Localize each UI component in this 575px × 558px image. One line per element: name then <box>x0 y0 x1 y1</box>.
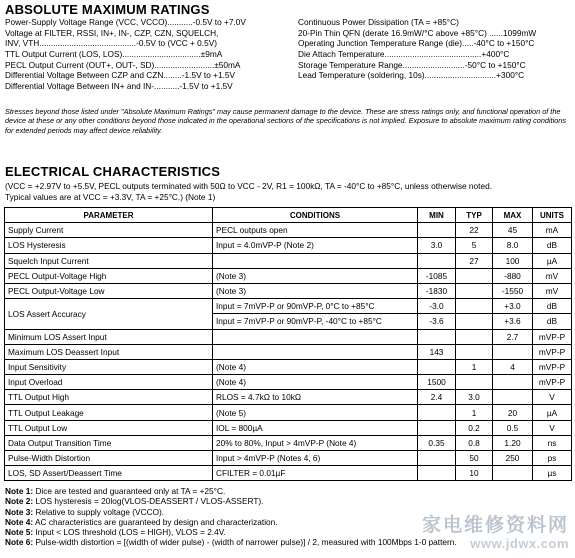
amr-right-line: Die Attach Temperature..........................................+400°C <box>298 49 510 60</box>
conditions-cell: Input = 7mVP-P or 90mVP-P, 0°C to +85°C <box>213 299 418 314</box>
table-row <box>5 299 572 314</box>
parameter-cell: TTL Output Leakage <box>5 405 213 420</box>
typ-cell <box>456 283 493 298</box>
note-label: Note 1: <box>5 486 34 496</box>
typ-cell: 0.8 <box>456 435 493 450</box>
amr-right-column <box>298 17 536 81</box>
conditions-cell: (Note 4) <box>213 359 418 374</box>
typ-cell <box>456 329 493 344</box>
amr-right-line: Continuous Power Dissipation (TA = +85°C) <box>298 17 459 27</box>
amr-left-line: Power-Supply Voltage Range (VCC, VCCO)...........-0.5V to +7.0V <box>5 17 246 27</box>
table-row <box>5 283 572 298</box>
note-line <box>5 496 457 506</box>
typ-cell <box>456 344 493 359</box>
units-cell: dB <box>533 238 572 253</box>
min-cell <box>418 451 456 466</box>
note-text: LOS hysteresis = 20log(VLOS-DEASSERT / VLOS-ASSERT). <box>35 496 264 507</box>
max-cell <box>493 375 533 390</box>
units-cell: dB <box>533 299 572 314</box>
parameter-cell: PECL Output-Voltage Low <box>5 283 213 298</box>
units-cell: mA <box>533 223 572 238</box>
parameter-cell: Input Sensitivity <box>5 359 213 374</box>
note-text: Input < LOS threshold (LOS = HIGH), VLOS = 2.4V. <box>35 527 226 538</box>
max-cell <box>493 390 533 405</box>
col-header-min: MIN <box>418 208 456 223</box>
table-row <box>5 466 572 481</box>
min-cell <box>418 359 456 374</box>
note-label: Note 3: <box>5 506 34 517</box>
parameter-cell: Maximum LOS Deassert Input <box>5 344 213 359</box>
conditions-cell: CFILTER = 0.01µF <box>213 466 418 481</box>
max-cell: 45 <box>493 223 533 238</box>
max-cell <box>493 344 533 359</box>
conditions-cell <box>213 253 418 268</box>
units-cell: mVP-P <box>533 344 572 359</box>
parameter-cell: TTL Output High <box>5 390 213 405</box>
table-row <box>5 268 572 283</box>
note-label: Note 2: <box>5 496 34 507</box>
max-cell: 8.0 <box>493 238 533 253</box>
conditions-cell: Input = 4.0mVP-P (Note 2) <box>213 238 418 253</box>
parameter-cell: Supply Current <box>5 223 213 238</box>
table-row <box>5 420 572 435</box>
note-label: Note 4: <box>5 516 34 527</box>
units-cell: mVP-P <box>533 375 572 390</box>
amr-left-column <box>5 17 246 92</box>
parameter-cell: Minimum LOS Assert Input <box>5 329 213 344</box>
min-cell <box>418 329 456 344</box>
units-cell: V <box>533 390 572 405</box>
conditions-cell: (Note 3) <box>213 283 418 298</box>
conditions-cell: IOL = 800µA <box>213 420 418 435</box>
min-cell: 2.4 <box>418 390 456 405</box>
note-text: Dice are tested and guaranteed only at TA = +25°C. <box>35 486 226 496</box>
note-label: Note 5: <box>5 527 34 538</box>
table-row <box>5 375 572 390</box>
table-row <box>5 223 572 238</box>
max-cell: 4 <box>493 359 533 374</box>
table-row <box>5 238 572 253</box>
typ-cell: 22 <box>456 223 493 238</box>
table-row <box>5 405 572 420</box>
ec-conditions <box>5 181 492 202</box>
parameter-cell: Data Output Transition Time <box>5 435 213 450</box>
note-line <box>5 486 457 496</box>
col-header-typ: TYP <box>456 208 493 223</box>
min-cell: -3.6 <box>418 314 456 329</box>
max-cell: 20 <box>493 405 533 420</box>
parameter-cell: Input Overload <box>5 375 213 390</box>
max-cell <box>493 466 533 481</box>
units-cell: V <box>533 420 572 435</box>
typ-cell <box>456 314 493 329</box>
max-cell: +3.6 <box>493 314 533 329</box>
amr-left-line: Differential Voltage Between IN+ and IN-...........-1.5V to +1.5V <box>5 81 233 92</box>
typ-cell <box>456 299 493 314</box>
stress-disclaimer: Stresses beyond those listed under "Absolute Maximum Ratings" may cause permanent damage to the device. These are stress ratings only, and functional operation of the device at these or any other conditions beyond those indicated in the operational sections of the specifications is not implied. Exposure to absolute maximum rating conditions for extended periods may affect device reliability. <box>5 107 566 135</box>
min-cell <box>418 420 456 435</box>
typ-cell: 27 <box>456 253 493 268</box>
parameter-cell: TTL Output Low <box>5 420 213 435</box>
conditions-cell: Input > 4mVP-P (Notes 4, 6) <box>213 451 418 466</box>
col-header-parameter: PARAMETER <box>5 208 213 223</box>
max-cell: 1.20 <box>493 435 533 450</box>
amr-right-line: Lead Temperature (soldering, 10s)...............................+300°C <box>298 70 525 81</box>
parameter-cell: Squelch Input Current <box>5 253 213 268</box>
parameter-cell: PECL Output-Voltage High <box>5 268 213 283</box>
conditions-cell: (Note 4) <box>213 375 418 390</box>
table-row <box>5 435 572 450</box>
watermark-text: 家电维修资料网 <box>421 515 569 536</box>
typ-cell: 0.2 <box>456 420 493 435</box>
units-cell: µA <box>533 253 572 268</box>
min-cell: 0.35 <box>418 435 456 450</box>
ec-title: ELECTRICAL CHARACTERISTICS <box>5 164 221 179</box>
conditions-cell <box>213 344 418 359</box>
parameter-cell: LOS, SD Assert/Deassert Time <box>5 466 213 481</box>
units-cell: ns <box>533 435 572 450</box>
conditions-cell: (Note 5) <box>213 405 418 420</box>
ec-header-row <box>5 208 572 223</box>
max-cell: +3.0 <box>493 299 533 314</box>
min-cell <box>418 466 456 481</box>
min-cell: -3.0 <box>418 299 456 314</box>
watermark-url: www.jdwx.com <box>470 536 569 551</box>
typ-cell <box>456 375 493 390</box>
note-label: Note 6: <box>5 537 34 548</box>
ec-table-body <box>5 223 572 481</box>
typ-cell: 1 <box>456 359 493 374</box>
table-row <box>5 390 572 405</box>
conditions-cell: (Note 3) <box>213 268 418 283</box>
ec-condition-line: Typical values are at VCC = +3.3V, TA = +25°C.) (Note 1) <box>5 191 216 202</box>
max-cell: 2.7 <box>493 329 533 344</box>
typ-cell: 3.0 <box>456 390 493 405</box>
amr-left-line: Differential Voltage Between CZP and CZN........-1.5V to +1.5V <box>5 70 236 81</box>
note-text: Relative to supply voltage (VCCO). <box>35 506 165 517</box>
conditions-cell <box>213 329 418 344</box>
note-line <box>5 527 457 537</box>
min-cell <box>418 253 456 268</box>
max-cell: -880 <box>493 268 533 283</box>
note-text: Pulse-width distortion = [(width of wider pulse) - (width of narrower pulse)] / 2, measured with 100Mbps 1-0 pattern. <box>35 537 457 548</box>
note-line <box>5 507 457 517</box>
min-cell: 1500 <box>418 375 456 390</box>
amr-right-line: Storage Temperature Range...........................-50°C to +150°C <box>298 59 526 70</box>
typ-cell: 50 <box>456 451 493 466</box>
note-text: AC characteristics are guaranteed by design and characterization. <box>34 516 278 527</box>
conditions-cell: 20% to 80%, Input > 4mVP-P (Note 4) <box>213 435 418 450</box>
ec-table <box>4 207 572 481</box>
min-cell <box>418 223 456 238</box>
table-row <box>5 253 572 268</box>
amr-right-line: Operating Junction Temperature Range (die).....-40°C to +150°C <box>298 38 535 49</box>
table-row <box>5 451 572 466</box>
amr-left-line: TTL Output Current (LOS, LOS)..................................±9mA <box>5 49 223 60</box>
units-cell: mV <box>533 283 572 298</box>
conditions-cell: RLOS = 4.7kΩ to 10kΩ <box>213 390 418 405</box>
units-cell: µs <box>533 466 572 481</box>
typ-cell: 10 <box>456 466 493 481</box>
col-header-conditions: CONDITIONS <box>213 208 418 223</box>
amr-left-line: Voltage at FILTER, RSSI, IN+, IN-, CZP, CZN, SQUELCH, <box>5 27 219 38</box>
typ-cell: 5 <box>456 238 493 253</box>
ec-condition-line: (VCC = +2.97V to +5.5V, PECL outputs terminated with 50Ω to VCC - 2V, R1 = 100kΩ, TA = -40°C to +85°C, unless otherwise noted. <box>5 181 493 191</box>
max-cell: -1550 <box>493 283 533 298</box>
max-cell: 250 <box>493 451 533 466</box>
units-cell: mVP-P <box>533 359 572 374</box>
max-cell: 100 <box>493 253 533 268</box>
note-line <box>5 537 457 547</box>
typ-cell: 1 <box>456 405 493 420</box>
min-cell: -1830 <box>418 283 456 298</box>
amr-left-line: INV, VTH..........................................-0.5V to (VCC + 0.5V) <box>5 38 218 49</box>
table-row <box>5 344 572 359</box>
units-cell: mV <box>533 268 572 283</box>
table-row <box>5 359 572 374</box>
units-cell: ps <box>533 451 572 466</box>
min-cell: 143 <box>418 344 456 359</box>
conditions-cell: Input = 7mVP-P or 90mVP-P, -40°C to +85°C <box>213 314 418 329</box>
typ-cell <box>456 268 493 283</box>
units-cell: mVP-P <box>533 329 572 344</box>
units-cell: µA <box>533 405 572 420</box>
units-cell: dB <box>533 314 572 329</box>
conditions-cell: PECL outputs open <box>213 223 418 238</box>
table-row <box>5 329 572 344</box>
min-cell <box>418 405 456 420</box>
amr-title: ABSOLUTE MAXIMUM RATINGS <box>5 2 210 17</box>
note-line <box>5 517 457 527</box>
parameter-cell: LOS Assert Accuracy <box>5 299 213 329</box>
max-cell: 0.5 <box>493 420 533 435</box>
amr-right-line: 20-Pin Thin QFN (derate 16.9mW/°C above +85°C) ......1099mW <box>298 27 537 38</box>
amr-left-line: PECL Output Current (OUT+, OUT-, SD)..........................±50mA <box>5 59 241 70</box>
parameter-cell: LOS Hysteresis <box>5 238 213 253</box>
notes-section <box>5 486 457 548</box>
min-cell: -1085 <box>418 268 456 283</box>
parameter-cell: Pulse-Width Distortion <box>5 451 213 466</box>
min-cell: 3.0 <box>418 238 456 253</box>
col-header-units: UNITS <box>533 208 572 223</box>
col-header-max: MAX <box>493 208 533 223</box>
